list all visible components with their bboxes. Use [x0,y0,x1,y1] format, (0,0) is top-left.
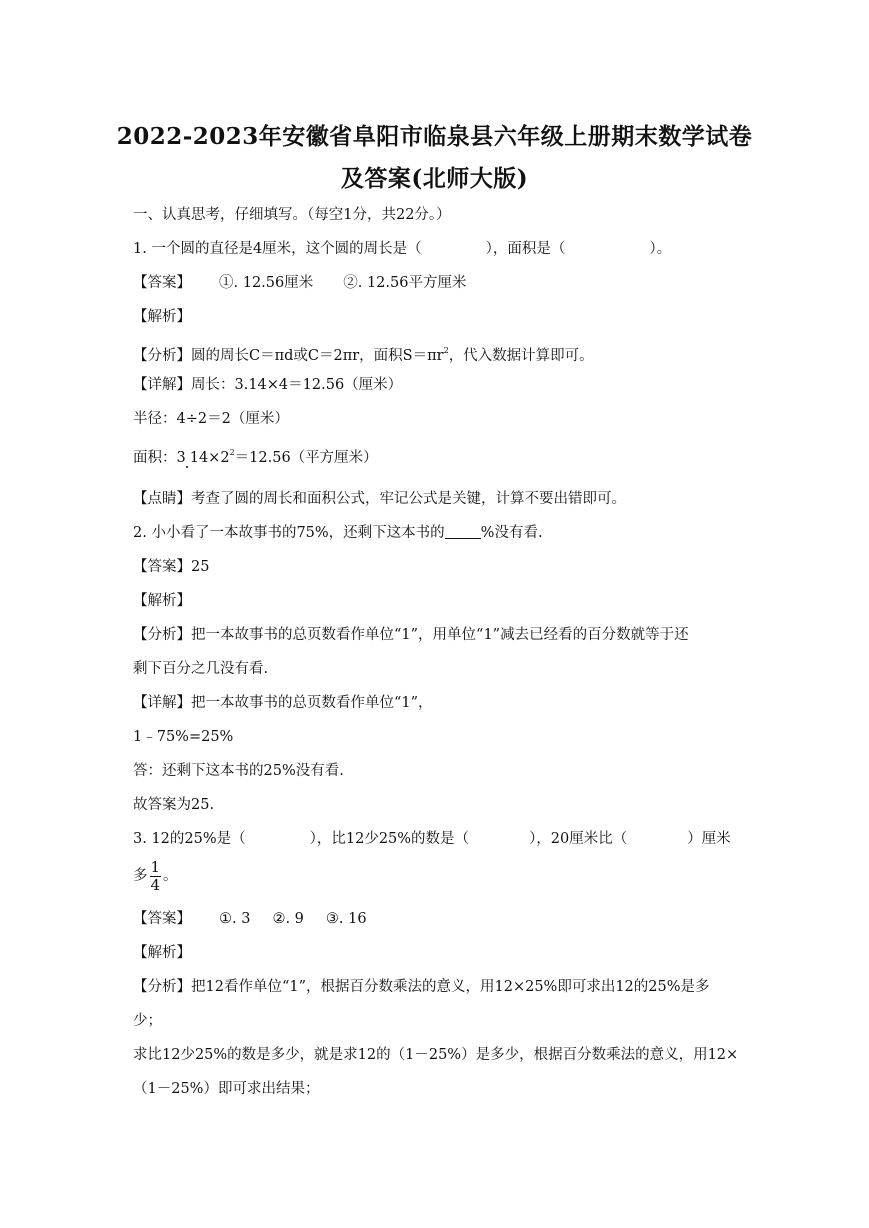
question-3-answer [133,910,367,928]
decimal-point-mark [186,466,188,468]
q1-detail-text: 面积：3 [133,450,186,466]
q2-analysis-line: 【分析】把一本故事书的总页数看作单位“1”，用单位“1”减去已经看的百分数就等于还 [133,627,689,643]
q2-jiexi-label: 【解析】 [133,593,191,609]
q3-stem-part: ），20厘米比（ [529,831,628,847]
q2-detail-line: 故答案为25. [133,797,215,813]
question-2-answer: 【答案】25 [133,559,210,575]
q3-analysis-line: （1－25%）即可求出结果； [133,1081,320,1097]
q1-stem-part: ）。 [649,241,672,257]
q2-stem-part: 2. 小小看了一本故事书的75%，还剩下这本书的 [133,525,445,541]
q3-analysis-line: 少； [133,1013,162,1029]
q1-analysis-text: ，代入数据计算即可。 [448,348,594,364]
answer-item: ①. 12.56厘米 [219,275,314,291]
q1-stem-part: ），面积是（ [485,241,566,257]
q1-stem-part: 1. 一个圆的直径是4厘米，这个圆的周长是（ [133,241,422,257]
section-heading: 一、认真思考，仔细填写。（每空1分，共22分。） [133,207,451,223]
q1-analysis [133,342,594,365]
q2-stem-part: %没有看. [480,525,543,541]
q2-detail-line: 1﹣75%=25% [133,729,234,745]
fraction [150,859,162,894]
answer-blank [445,526,481,539]
answer-item: ②. 12.56平方厘米 [343,275,467,291]
q3-stem-part: ）厘米 [687,831,731,847]
answer-label: 【答案】 [133,275,191,291]
q3-jiexi-label: 【解析】 [133,945,191,961]
superscript: 2 [443,346,449,355]
q3-stem-part: 多 [133,868,148,884]
q2-detail-line: 【详解】把一本故事书的总页数看作单位“1”， [133,695,433,711]
question-3-stem [133,830,731,848]
question-1-stem [133,240,671,258]
answer-item: ③. 16 [325,911,367,927]
q2-detail-line: 答：还剩下这本书的25%没有看. [133,763,344,779]
question-2-stem [133,524,543,542]
q3-analysis-line: 求比12少25%的数是多少，就是求12的（1－25%）是多少，根据百分数乘法的意义，用12× [133,1047,739,1063]
question-3-stem-cont [133,858,178,894]
q1-comment: 【点睛】考查了圆的周长和面积公式，牢记公式是关键，计算不要出错即可。 [133,491,626,507]
q3-stem-part: 3. 12的25%是（ [133,831,246,847]
fraction-denominator: 4 [150,875,161,894]
fraction-numerator: 1 [150,857,161,876]
q3-stem-part: 。 [163,868,178,884]
answer-item: ②. 9 [272,911,304,927]
q3-stem-part: ），比12少25%的数是（ [309,831,470,847]
document-title-line-2: 及答案(北师大版) [340,165,529,192]
q3-analysis-line: 【分析】把12看作单位“1”，根据百分数乘法的意义，用12×25%即可求出12的25%是多 [133,979,710,995]
answer-label: 【答案】 [133,911,191,927]
document-title-line-1: 2022-2023年安徽省阜阳市临泉县六年级上册期末数学试卷 [116,123,753,150]
q1-detail-text: ＝12.56（平方厘米） [234,450,378,466]
q1-jiexi-label: 【解析】 [133,309,191,325]
answer-item: ①. 3 [219,911,251,927]
q1-detail-text: 14×2 [189,450,230,466]
superscript: 2 [229,448,235,457]
question-1-answer [133,274,466,292]
q1-detail-line: 半径：4÷2＝2（厘米） [133,411,289,427]
q1-detail-line: 【详解】周长：3.14×4＝12.56（厘米） [133,377,403,393]
q1-detail-line [133,444,378,467]
q1-analysis-text: 【分析】圆的周长C＝πd或C＝2πr，面积S＝πr [133,348,444,364]
q2-analysis-line: 剩下百分之几没有看. [133,661,269,677]
